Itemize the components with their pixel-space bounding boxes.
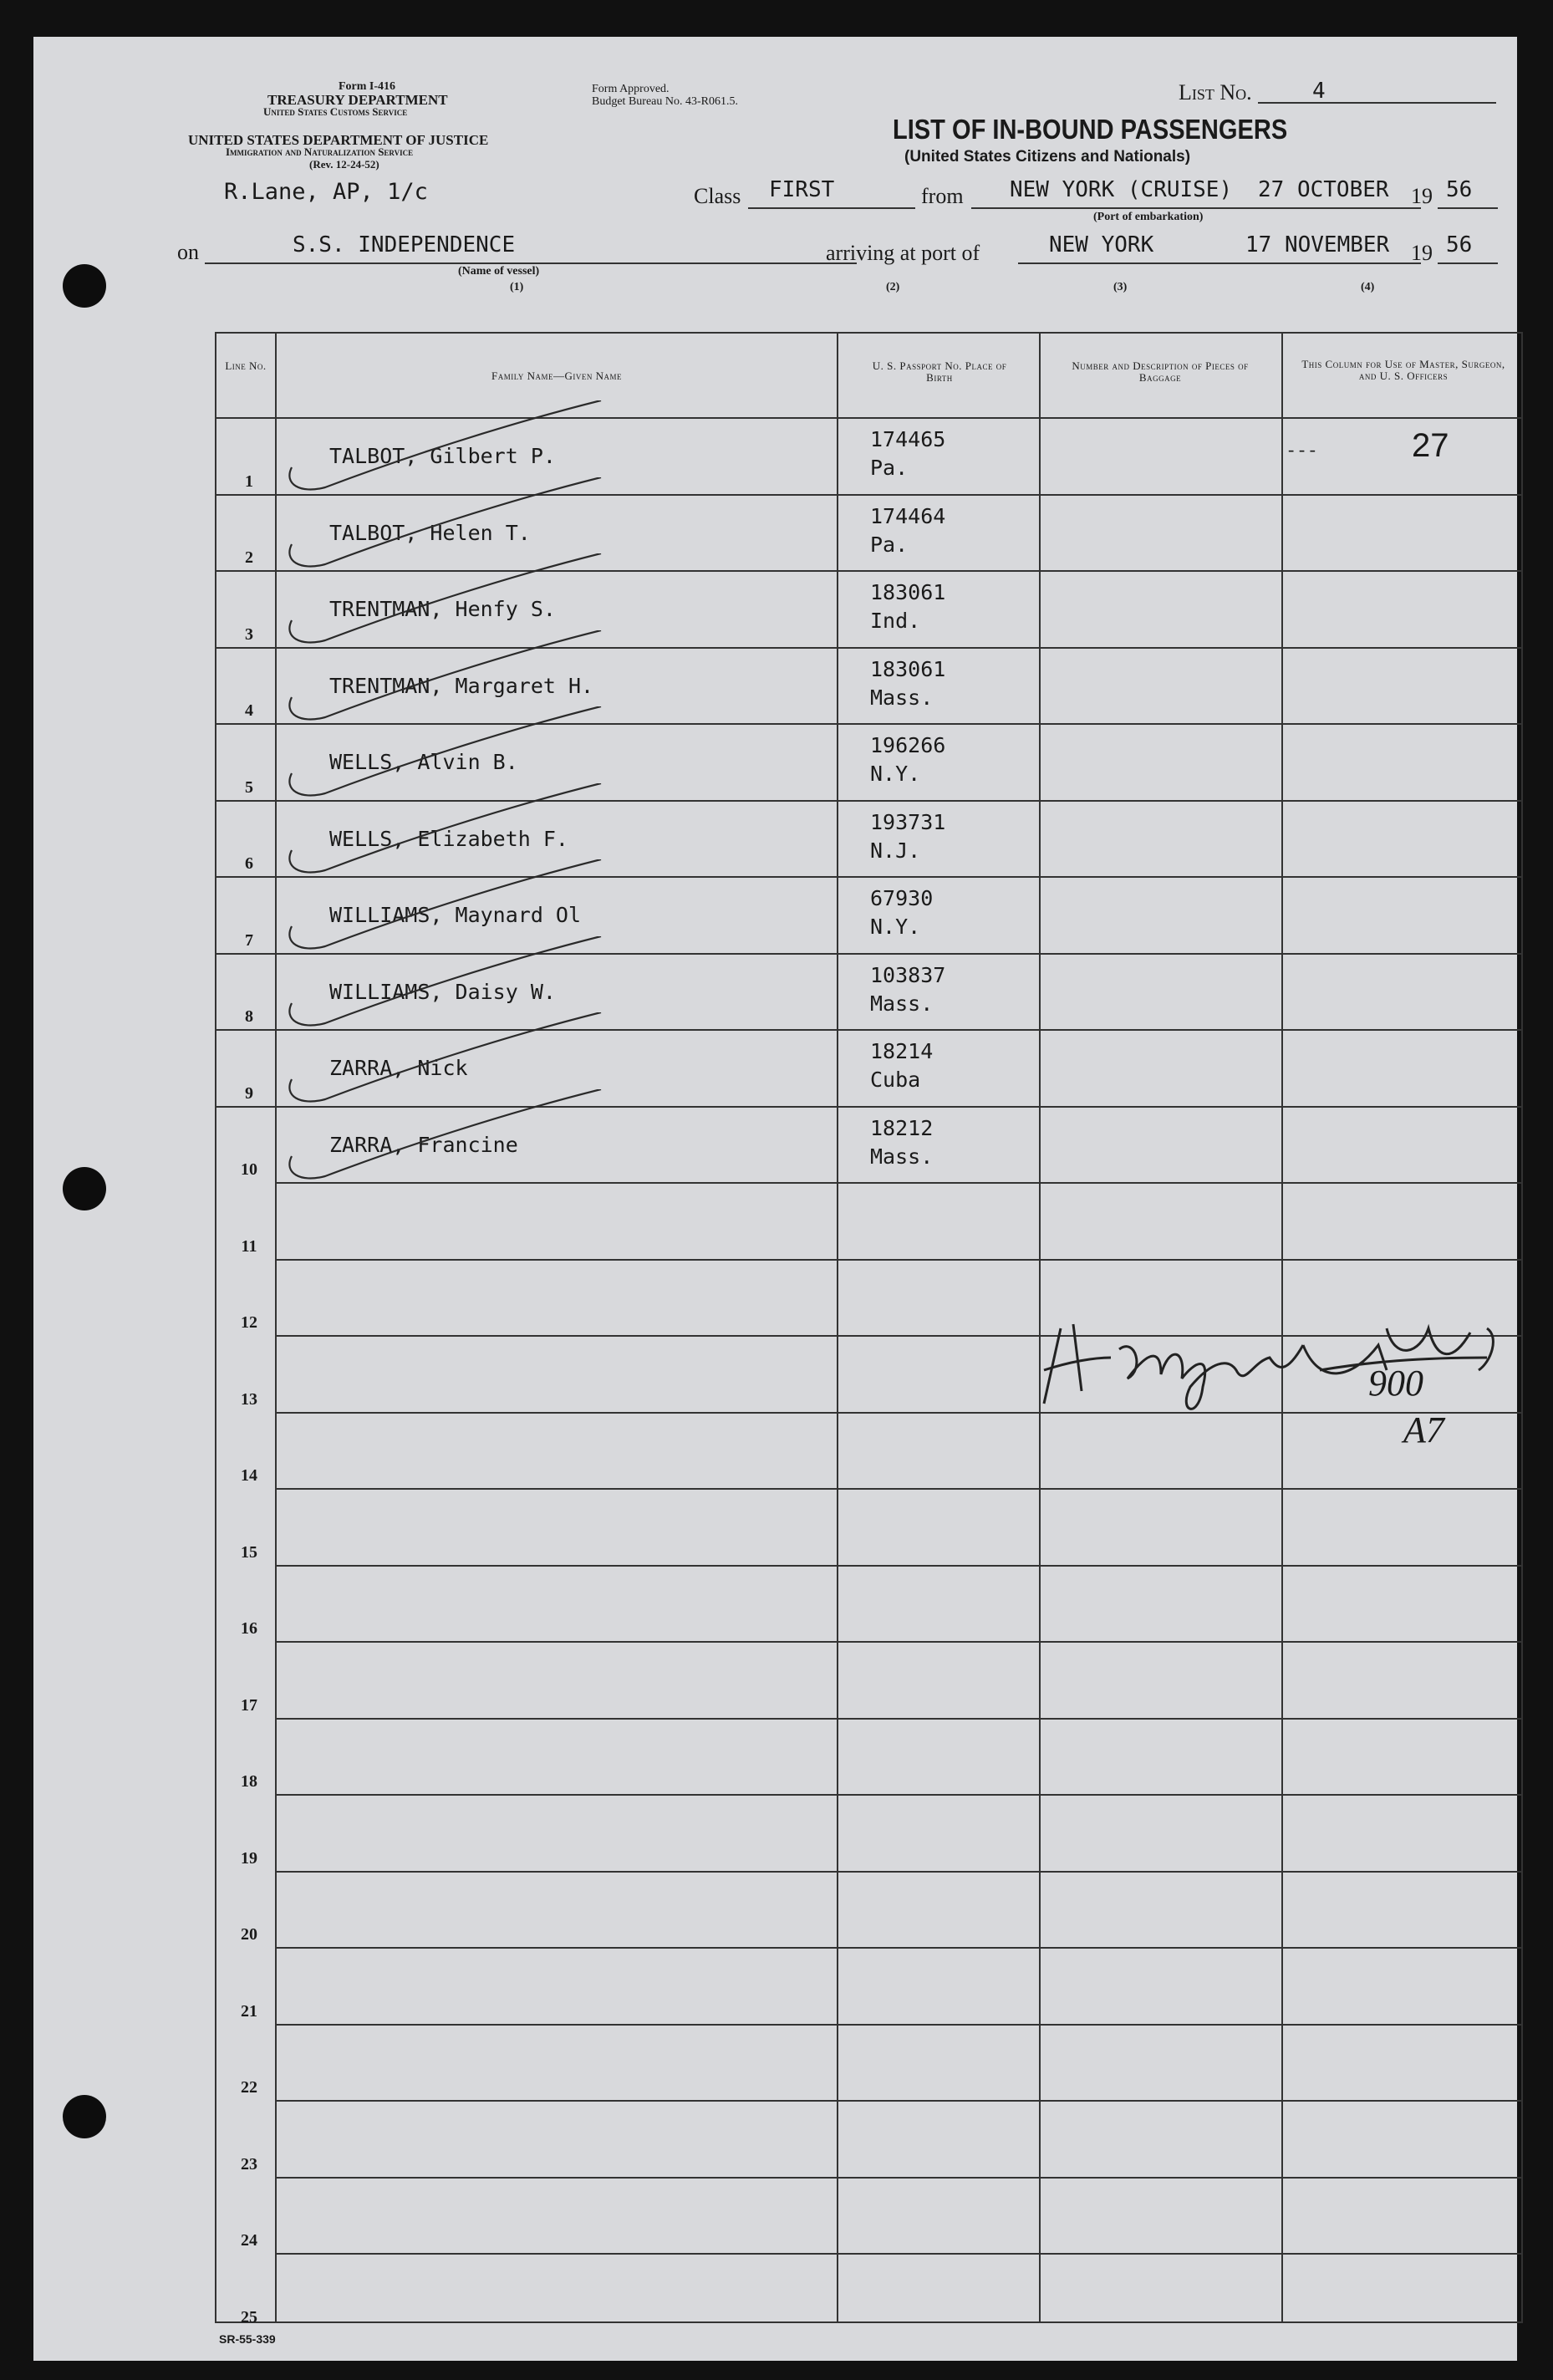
place-of-birth: Mass. (870, 685, 934, 710)
col-number-1: (1) (510, 281, 524, 293)
passport-and-birthplace (870, 961, 945, 1018)
list-no-underline (1258, 102, 1496, 104)
row-divider (277, 2024, 1521, 2026)
row-divider (277, 1871, 1521, 1873)
arrival-underline (1018, 262, 1421, 264)
check-mark (250, 1089, 785, 1190)
row-divider (277, 1947, 1521, 1949)
passport-and-birthplace (870, 426, 945, 482)
line-number: 23 (241, 2154, 257, 2174)
col-number-4: (4) (1361, 281, 1375, 293)
boarding-officer: R.Lane, AP, 1/c (224, 179, 428, 205)
year-underline-2 (1438, 262, 1498, 264)
passport-and-birthplace (870, 655, 945, 712)
arriving-label: arriving at port of (826, 241, 980, 265)
from-underline (971, 207, 1421, 209)
passport-and-birthplace (870, 731, 945, 788)
handwritten-total-b: A7 (1403, 1409, 1444, 1450)
class-underline (748, 207, 915, 209)
passport-and-birthplace (870, 1037, 933, 1094)
passport-number: 193731 (870, 809, 946, 834)
passenger-name: ZARRA, Nick (329, 1056, 468, 1080)
embarkation-date: 27 OCTOBER (1258, 177, 1389, 202)
passport-number: 196266 (870, 733, 946, 757)
department-of-justice: UNITED STATES DEPARTMENT OF JUSTICE (188, 132, 489, 148)
header-baggage: Number and Description of Pieces of Baggage (1072, 359, 1249, 384)
form-number: Form I-416 (339, 80, 396, 93)
passenger-name: WELLS, Alvin B. (329, 750, 518, 774)
line-number: 11 (241, 1236, 257, 1256)
row-divider (277, 1488, 1521, 1490)
col-number-3: (3) (1113, 281, 1128, 293)
row-divider (277, 1182, 1521, 1184)
arrival-year: 56 (1446, 232, 1473, 257)
place-of-birth: Pa. (870, 532, 909, 557)
list-no-value: 4 (1312, 79, 1326, 104)
handwritten-total-a: 900 (1368, 1363, 1423, 1404)
year-prefix-1: 19 (1411, 184, 1433, 208)
inspector-signature (1036, 1312, 1529, 1487)
budget-bureau: Budget Bureau No. 43-R061.5. (592, 95, 738, 108)
form-code: SR-55-339 (219, 2332, 276, 2346)
place-of-birth: Mass. (870, 991, 934, 1016)
from-label: from (921, 184, 964, 208)
passenger-table (215, 332, 1523, 2326)
punch-hole-middle (63, 1167, 106, 1210)
passport-and-birthplace (870, 502, 945, 559)
line-number: 3 (245, 624, 253, 644)
passport-number: 183061 (870, 656, 946, 681)
year-underline-1 (1438, 207, 1498, 209)
passport-number: 174465 (870, 427, 946, 451)
line-number: 16 (241, 1619, 257, 1638)
passport-number: 103837 (870, 962, 946, 987)
line-number: 7 (245, 930, 253, 950)
line-number: 20 (241, 1925, 257, 1944)
passport-number: 18212 (870, 1115, 934, 1140)
header-passport: U. S. Passport No. Place of Birth (872, 359, 1007, 384)
port-of-embarkation: NEW YORK (CRUISE) (1010, 177, 1233, 202)
line-number: 18 (241, 1772, 257, 1791)
row-divider (277, 1641, 1521, 1643)
line-number: 19 (241, 1848, 257, 1868)
document-subtitle: (United States Citizens and Nationals) (904, 148, 1191, 166)
document-title: LIST OF IN-BOUND PASSENGERS (893, 114, 1288, 145)
class-label: Class (694, 184, 741, 208)
vessel-underline (205, 262, 857, 264)
line-number: 25 (241, 2307, 257, 2326)
place-of-birth: Mass. (870, 1144, 934, 1169)
line-number: 12 (241, 1313, 257, 1332)
list-no-label: List No. (1179, 80, 1252, 104)
document-page (33, 37, 1517, 2361)
line-number: 22 (241, 2078, 257, 2097)
place-of-birth: N.Y. (870, 762, 921, 786)
line-number: 9 (245, 1083, 253, 1103)
row-divider (277, 1565, 1521, 1567)
ins-service: Immigration and Naturalization Service (226, 145, 414, 158)
row-divider (277, 2177, 1521, 2179)
header-family-name: Family Name—Given Name (491, 369, 622, 382)
vessel-caption: (Name of vessel) (458, 265, 540, 278)
line-number: 24 (241, 2231, 257, 2250)
revision-date: (Rev. 12-24-52) (309, 158, 379, 171)
place-of-birth: Cuba (870, 1068, 921, 1092)
passport-and-birthplace (870, 578, 945, 635)
row-divider (277, 2253, 1521, 2255)
on-label: on (177, 240, 199, 264)
line-number: 14 (241, 1466, 257, 1485)
port-embark-caption: (Port of embarkation) (1093, 211, 1204, 223)
passenger-name: TALBOT, Helen T. (329, 520, 531, 545)
form-approved: Form Approved. (592, 83, 670, 95)
line-number: 5 (245, 777, 253, 797)
line-number: 2 (245, 548, 253, 567)
passport-number: 67930 (870, 886, 934, 910)
class-value: FIRST (769, 177, 835, 202)
passenger-name: WILLIAMS, Daisy W. (329, 979, 556, 1004)
row-divider (277, 2100, 1521, 2102)
punch-hole-top (63, 264, 106, 308)
line-number: 13 (241, 1389, 257, 1409)
arrival-port: NEW YORK (1049, 232, 1154, 257)
place-of-birth: Ind. (870, 609, 921, 633)
place-of-birth: Pa. (870, 456, 909, 480)
passenger-name: WILLIAMS, Maynard Ol (329, 903, 582, 927)
treasury-department: TREASURY DEPARTMENT (267, 92, 448, 108)
embarkation-year: 56 (1446, 177, 1473, 202)
row-divider (277, 1794, 1521, 1796)
passenger-name: WELLS, Elizabeth F. (329, 826, 568, 851)
officer-dashes: - - - (1288, 439, 1316, 460)
row-divider (277, 1718, 1521, 1720)
passenger-name: TALBOT, Gilbert P. (329, 444, 556, 468)
place-of-birth: N.Y. (870, 915, 921, 939)
row-divider (277, 1259, 1521, 1261)
line-number: 21 (241, 2001, 257, 2021)
line-number: 1 (245, 471, 253, 491)
line-number: 10 (241, 1160, 257, 1179)
line-number: 6 (245, 854, 253, 873)
line-number: 8 (245, 1007, 253, 1026)
place-of-birth: N.J. (870, 838, 921, 863)
passport-and-birthplace (870, 1114, 933, 1171)
arrival-date: 17 NOVEMBER (1245, 232, 1390, 257)
punch-hole-bottom (63, 2095, 106, 2138)
passport-number: 18214 (870, 1039, 934, 1063)
officer-note: 27 (1412, 427, 1449, 464)
header-officers-use: This Column for Use of Master, Surgeon, and U. S. Officers (1301, 358, 1505, 382)
passport-number: 174464 (870, 503, 946, 528)
customs-service: United States Customs Service (263, 105, 408, 118)
col-number-2: (2) (886, 281, 900, 293)
line-number: 17 (241, 1695, 257, 1715)
passport-and-birthplace (870, 808, 945, 865)
line-number: 4 (245, 701, 253, 720)
passenger-name: TRENTMAN, Margaret H. (329, 673, 594, 698)
year-prefix-2: 19 (1411, 241, 1433, 265)
passport-number: 183061 (870, 580, 946, 604)
passenger-name: TRENTMAN, Henfy S. (329, 597, 556, 621)
vessel-name: S.S. INDEPENDENCE (293, 232, 516, 257)
passport-and-birthplace (870, 884, 933, 941)
header-line-no: Line No. (225, 359, 267, 372)
passenger-name: ZARRA, Francine (329, 1132, 518, 1157)
line-number: 15 (241, 1542, 257, 1562)
